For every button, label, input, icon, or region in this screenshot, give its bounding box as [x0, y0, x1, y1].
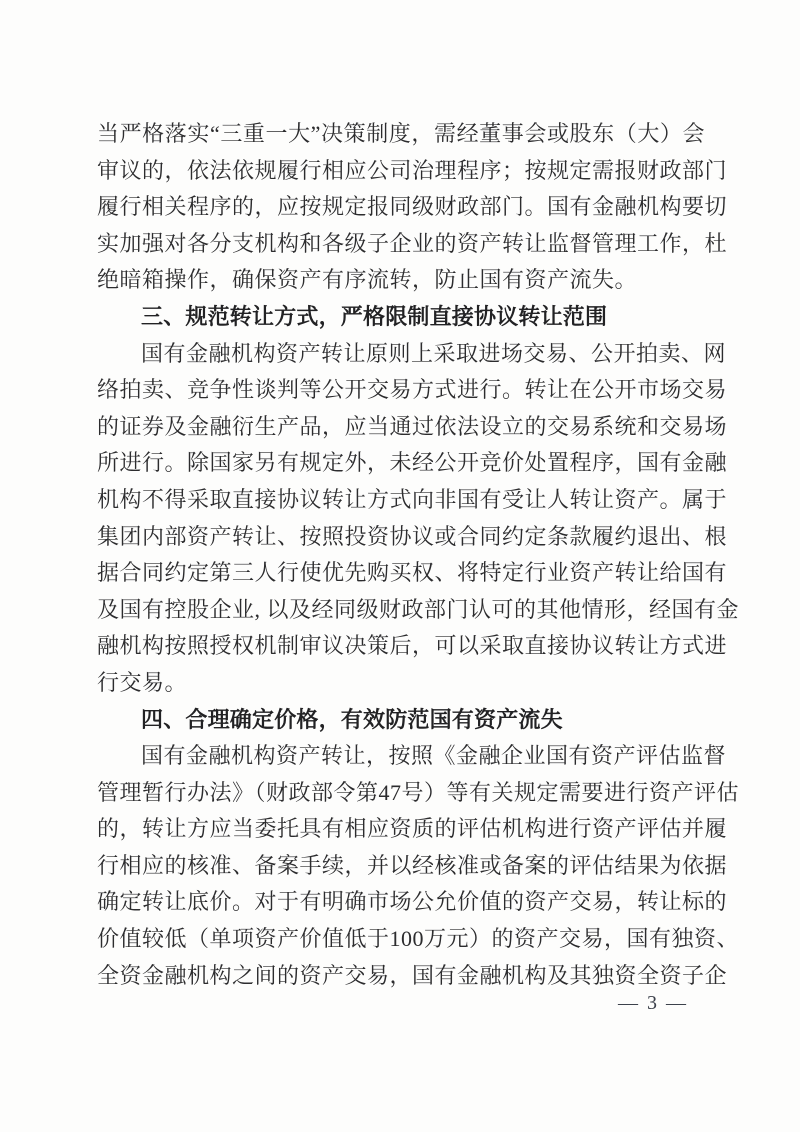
section-heading: 三、规范转让方式，严格限制直接协议转让范围	[141, 303, 608, 329]
text-line: 的，转让方应当委托具有相应资质的评估机构进行资产评估并履	[97, 816, 728, 842]
document-body	[97, 116, 740, 994]
text-line: 所进行。除国家另有规定外，未经公开竞价处置程序，国有金融	[97, 450, 728, 476]
text-line: 国有金融机构资产转让，按照《金融企业国有资产评估监督	[141, 743, 727, 769]
text-line: 当严格落实“三重一大”决策制度，需经董事会或股东（大）会	[97, 121, 705, 146]
text-line: 机构不得采取直接协议转让方式向非国有受让人转让资产。属于	[97, 486, 728, 512]
text-line: 审议的，依法依规履行相应公司治理程序；按规定需报财政部门	[97, 157, 728, 183]
text-line: 集团内部资产转让、按照投资协议或合同约定条款履约退出、根	[97, 523, 728, 549]
text-line: 行交易。	[97, 669, 188, 695]
text-line: 国有金融机构资产转让原则上采取进场交易、公开拍卖、网	[141, 340, 727, 366]
text-line: 绝暗箱操作，确保资产有序流转，防止国有资产流失。	[97, 267, 638, 293]
text-line: 融机构按照授权机制审议决策后，可以采取直接协议转让方式进	[97, 633, 728, 659]
text-line: 履行相关程序的，应按规定报同级财政部门。国有金融机构要切	[97, 194, 728, 220]
text-line: 络拍卖、竞争性谈判等公开交易方式进行。转让在公开市场交易	[97, 377, 728, 403]
page-number: — 3 —	[618, 992, 688, 1014]
text-line: 据合同约定第三人行使优先购买权、将特定行业资产转让给国有	[97, 560, 728, 586]
text-line: 价值较低（单项资产价值低于100万元）的资产交易，国有独资、	[97, 926, 740, 952]
text-line: 实加强对各分支机构和各级子企业的资产转让监督管理工作，杜	[97, 230, 728, 256]
text-line: 及国有控股企业, 以及经同级财政部门认可的其他情形，经国有金	[97, 596, 740, 622]
text-line: 全资金融机构之间的资产交易，国有金融机构及其独资全资子企	[97, 962, 728, 988]
text-line: 的证券及金融衍生产品，应当通过依法设立的交易系统和交易场	[97, 413, 728, 439]
text-line: 行相应的核准、备案手续，并以经核准或备案的评估结果为依据	[97, 852, 728, 878]
text-line: 确定转让底价。对于有明确市场公允价值的资产交易，转让标的	[97, 889, 728, 915]
text-line: 管理暂行办法》（财政部令第47号）等有关规定需要进行资产评估	[97, 779, 740, 805]
section-heading: 四、合理确定价格，有效防范国有资产流失	[141, 706, 563, 732]
